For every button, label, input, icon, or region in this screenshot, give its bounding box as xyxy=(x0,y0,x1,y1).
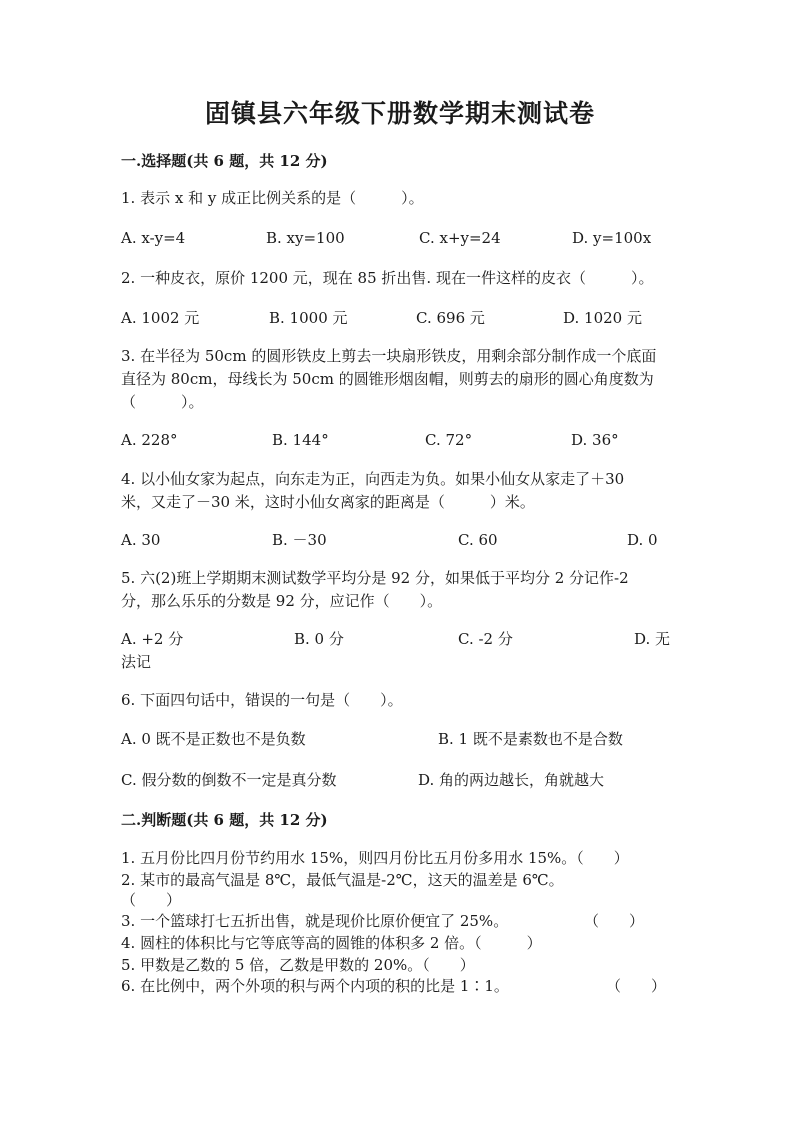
question-3-option-a: A. 228° xyxy=(121,431,178,449)
question-4-option-c: C. 60 xyxy=(458,531,498,549)
question-6-text: 6. 下面四句话中，错误的一句是（ ）。 xyxy=(121,691,403,709)
question-4-text-line-1: 4. 以小仙女家为起点，向东走为正，向西走为负。如果小仙女从家走了＋30 xyxy=(121,470,625,488)
question-5-text-line-1: 5. 六(2)班上学期期末测试数学平均分是 92 分，如果低于平均分 2 分记作-2 xyxy=(121,569,629,587)
judgment-2: 2. 某市的最高气温是 8℃，最低气温是-2℃，这天的温差是 6℃。 xyxy=(121,871,564,889)
question-2-option-b: B. 1000 元 xyxy=(269,309,348,327)
judgment-3-bracket: （ ） xyxy=(584,912,645,930)
question-4-option-a: A. 30 xyxy=(121,531,161,549)
question-1-option-b: B. xy=100 xyxy=(266,229,345,247)
judgment-2-bracket: （ ） xyxy=(121,891,182,909)
question-6-option-b: B. 1 既不是素数也不是合数 xyxy=(438,730,623,748)
question-1-option-d: D. y=100x xyxy=(572,229,652,247)
question-3-option-c: C. 72° xyxy=(425,431,473,449)
question-5-option-a: A. +2 分 xyxy=(121,630,184,648)
section-heading-choice: 一.选择题(共 6 题，共 12 分) xyxy=(121,152,328,170)
question-5-option-c: C. -2 分 xyxy=(458,630,513,648)
question-1-option-c: C. x+y=24 xyxy=(419,229,501,247)
question-1-option-a: A. x-y=4 xyxy=(121,229,186,247)
question-2-option-a: A. 1002 元 xyxy=(121,309,200,327)
question-5-text-line-2: 分，那么乐乐的分数是 92 分，应记作（ ）。 xyxy=(121,592,443,610)
question-2-option-d: D. 1020 元 xyxy=(563,309,642,327)
question-4-text-line-2: 米，又走了－30 米，这时小仙女离家的距离是（ ）米。 xyxy=(121,493,535,511)
question-2-text: 2. 一种皮衣，原价 1200 元，现在 85 折出售. 现在一件这样的皮衣（ ）。 xyxy=(121,269,654,287)
question-4-option-b: B. －30 xyxy=(272,531,327,549)
question-3-text-line-3: （ ）。 xyxy=(121,393,204,411)
question-3-option-d: D. 36° xyxy=(571,431,619,449)
question-3-text-line-2: 直径为 80cm，母线长为 50cm 的圆锥形烟囱帽，则剪去的扇形的圆心角度数为 xyxy=(121,370,654,388)
judgment-1: 1. 五月份比四月份节约用水 15%，则四月份比五月份多用水 15%。（ ） xyxy=(121,849,629,867)
judgment-3: 3. 一个篮球打七五折出售，就是现价比原价便宜了 25%。 xyxy=(121,912,509,930)
question-5-option-b: B. 0 分 xyxy=(294,630,344,648)
question-3-option-b: B. 144° xyxy=(272,431,329,449)
judgment-6-bracket: （ ） xyxy=(606,977,667,995)
section-heading-judgment: 二.判断题(共 6 题，共 12 分) xyxy=(121,811,328,829)
question-6-option-d: D. 角的两边越长，角就越大 xyxy=(418,771,605,789)
judgment-5: 5. 甲数是乙数的 5 倍，乙数是甲数的 20%。（ ） xyxy=(121,956,475,974)
question-3-text-line-1: 3. 在半径为 50cm 的圆形铁皮上剪去一块扇形铁皮，用剩余部分制作成一个底面 xyxy=(121,347,657,365)
question-4-option-d: D. 0 xyxy=(627,531,658,549)
question-5-option-d-wrap: 法记 xyxy=(121,653,152,671)
question-2-option-c: C. 696 元 xyxy=(416,309,485,327)
question-5-option-d: D. 无 xyxy=(634,630,671,648)
judgment-4: 4. 圆柱的体积比与它等底等高的圆锥的体积多 2 倍。（ ） xyxy=(121,934,542,952)
question-1-text: 1. 表示 x 和 y 成正比例关系的是（ ）。 xyxy=(121,189,424,207)
question-6-option-c: C. 假分数的倒数不一定是真分数 xyxy=(121,771,337,789)
judgment-6: 6. 在比例中，两个外项的积与两个内项的积的比是 1∶1。 xyxy=(121,977,509,995)
question-6-option-a: A. 0 既不是正数也不是负数 xyxy=(121,730,306,748)
page-title: 固镇县六年级下册数学期末测试卷 xyxy=(204,99,595,128)
